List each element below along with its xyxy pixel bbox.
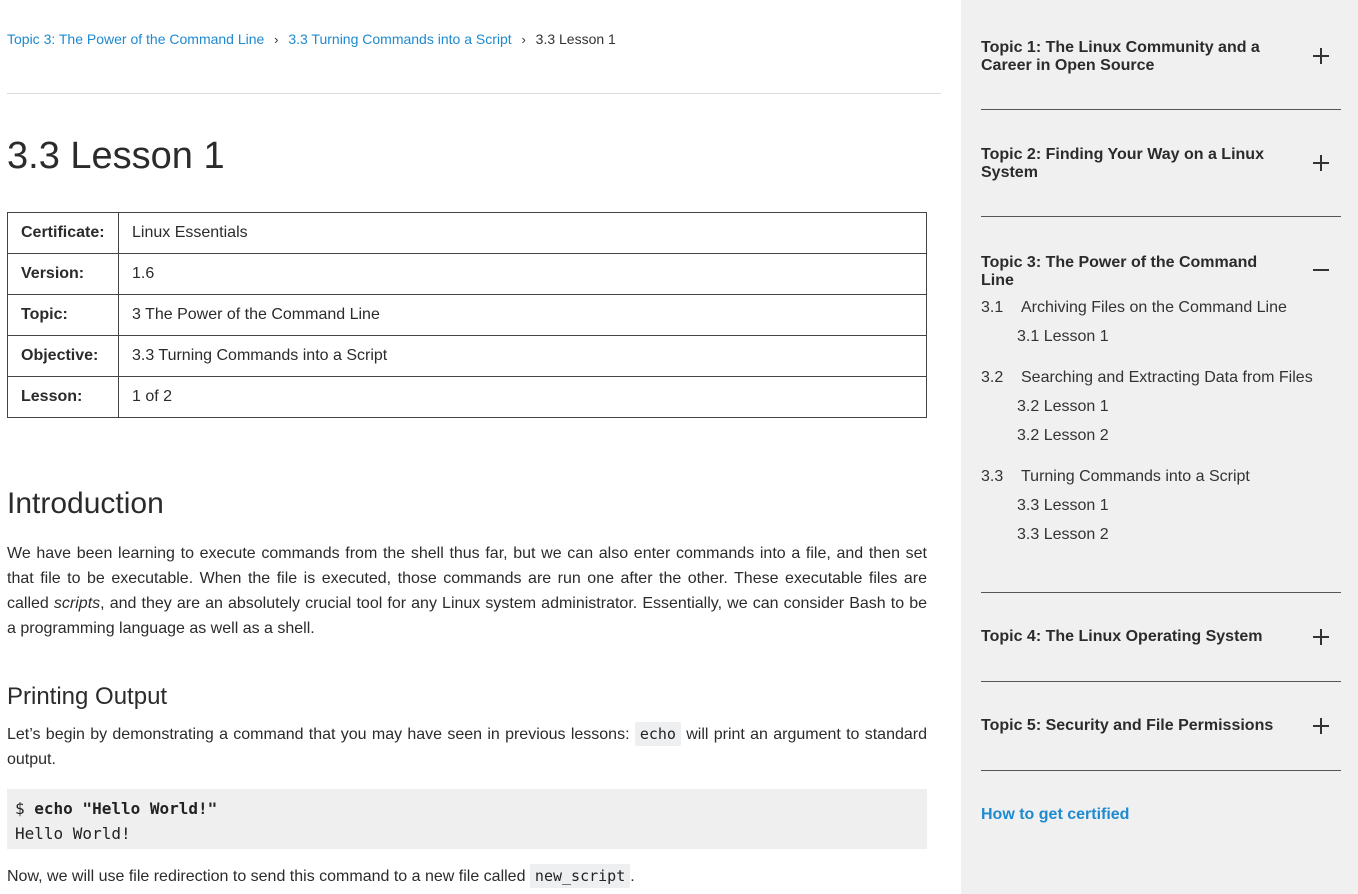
breadcrumb xyxy=(7,31,616,47)
lesson-link[interactable]: 3.2 Lesson 2 xyxy=(1017,427,1109,444)
subtopic-number: 3.3 xyxy=(981,468,1004,485)
breadcrumb-link-3-3[interactable]: 3.3 Turning Commands into a Script xyxy=(288,31,512,47)
meta-value: 1.6 xyxy=(119,254,927,295)
table-row xyxy=(8,213,927,254)
sidebar-topic-1[interactable] xyxy=(981,39,1341,79)
topic-divider xyxy=(981,681,1341,682)
page-title: 3.3 Lesson 1 xyxy=(7,135,225,177)
subtopic-label[interactable]: Turning Commands into a Script xyxy=(1021,468,1250,485)
sidebar-topic-2[interactable] xyxy=(981,146,1341,186)
plus-icon[interactable] xyxy=(1313,629,1329,645)
plus-icon[interactable] xyxy=(1313,48,1329,64)
minus-icon[interactable] xyxy=(1313,262,1329,278)
topic-divider xyxy=(981,770,1341,771)
topic-title[interactable]: Topic 3: The Power of the Command Line xyxy=(981,254,1258,289)
subtopic-3-1[interactable] xyxy=(981,298,1287,318)
intro-emphasis: scripts xyxy=(53,595,101,612)
printing-text: will print an argument to standard output. xyxy=(7,726,927,768)
plus-icon[interactable] xyxy=(1313,155,1329,171)
lesson-meta-table xyxy=(7,212,927,418)
redirect-text: Now, we will use file redirection to send this command to a new file called xyxy=(7,868,530,885)
table-row xyxy=(8,377,927,418)
plus-icon[interactable] xyxy=(1313,718,1329,734)
meta-key: Lesson: xyxy=(8,377,119,418)
subtopic-label[interactable]: Archiving Files on the Command Line xyxy=(1021,299,1287,316)
lesson-link[interactable]: 3.3 Lesson 2 xyxy=(1017,526,1109,543)
breadcrumb-link-topic-3[interactable]: Topic 3: The Power of the Command Line xyxy=(7,31,265,47)
how-to-get-certified-link[interactable]: How to get certified xyxy=(981,806,1130,823)
inline-code: new_script xyxy=(530,864,630,888)
topic-title[interactable]: Topic 5: Security and File Permissions xyxy=(981,717,1274,734)
inline-code: echo xyxy=(635,722,681,746)
meta-value: 3 The Power of the Command Line xyxy=(119,295,927,336)
chevron-right-icon: › xyxy=(274,31,279,47)
table-row xyxy=(8,295,927,336)
code-line xyxy=(15,796,919,821)
meta-value: Linux Essentials xyxy=(119,213,927,254)
table-row xyxy=(8,254,927,295)
meta-key: Topic: xyxy=(8,295,119,336)
subtopic-number: 3.1 xyxy=(981,299,1004,316)
table-row xyxy=(8,336,927,377)
topic-divider xyxy=(981,216,1341,217)
breadcrumb-current: 3.3 Lesson 1 xyxy=(535,31,616,47)
topic-title[interactable]: Topic 4: The Linux Operating System xyxy=(981,628,1263,645)
lesson-link[interactable]: 3.3 Lesson 1 xyxy=(1017,497,1109,514)
subtopic-label[interactable]: Searching and Extracting Data from Files xyxy=(1021,369,1313,386)
topic-divider xyxy=(981,592,1341,593)
meta-key: Objective: xyxy=(8,336,119,377)
intro-text: , and they are an absolutely crucial tool for any Linux system administrator. Essentially, we can consider Bash to be a programming language as well as a shell. xyxy=(7,595,928,637)
meta-key: Version: xyxy=(8,254,119,295)
lesson-link[interactable]: 3.2 Lesson 1 xyxy=(1017,398,1109,415)
chevron-right-icon: › xyxy=(521,31,526,47)
sidebar-topic-5[interactable] xyxy=(981,717,1341,737)
header-divider xyxy=(7,93,941,94)
introduction-paragraph xyxy=(7,541,927,641)
meta-value: 1 of 2 xyxy=(119,377,927,418)
subtopic-3-2[interactable] xyxy=(981,368,1313,388)
sidebar xyxy=(961,0,1358,894)
printing-text: Let’s begin by demonstrating a command that you may have seen in previous lessons: xyxy=(7,726,635,743)
topic-divider xyxy=(981,109,1341,110)
lesson-link[interactable]: 3.1 Lesson 1 xyxy=(1017,328,1109,345)
code-block xyxy=(7,789,927,849)
code-prompt: $ xyxy=(15,799,35,818)
sidebar-topic-4[interactable] xyxy=(981,628,1341,648)
main-content xyxy=(7,0,941,894)
sidebar-topic-3[interactable] xyxy=(981,254,1341,294)
redirect-paragraph xyxy=(7,864,927,889)
code-command: echo "Hello World!" xyxy=(34,799,218,818)
printing-output-heading: Printing Output xyxy=(7,683,168,710)
meta-value: 3.3 Turning Commands into a Script xyxy=(119,336,927,377)
intro-text: We have been learning to execute commands from the shell thus far, but we can also enter commands into a file, and then set that file to be executable. When the file is executed, those commands are run one after the other. These executable files are called xyxy=(7,545,927,612)
printing-output-paragraph xyxy=(7,722,927,772)
meta-key: Certificate: xyxy=(8,213,119,254)
code-output: Hello World! xyxy=(15,824,131,843)
topic-title[interactable]: Topic 2: Finding Your Way on a Linux System xyxy=(981,146,1264,181)
subtopic-3-3[interactable] xyxy=(981,467,1250,487)
redirect-text: . xyxy=(630,868,635,885)
introduction-heading: Introduction xyxy=(7,487,164,520)
subtopic-number: 3.2 xyxy=(981,369,1004,386)
topic-title[interactable]: Topic 1: The Linux Community and a Career in Open Source xyxy=(981,39,1260,74)
